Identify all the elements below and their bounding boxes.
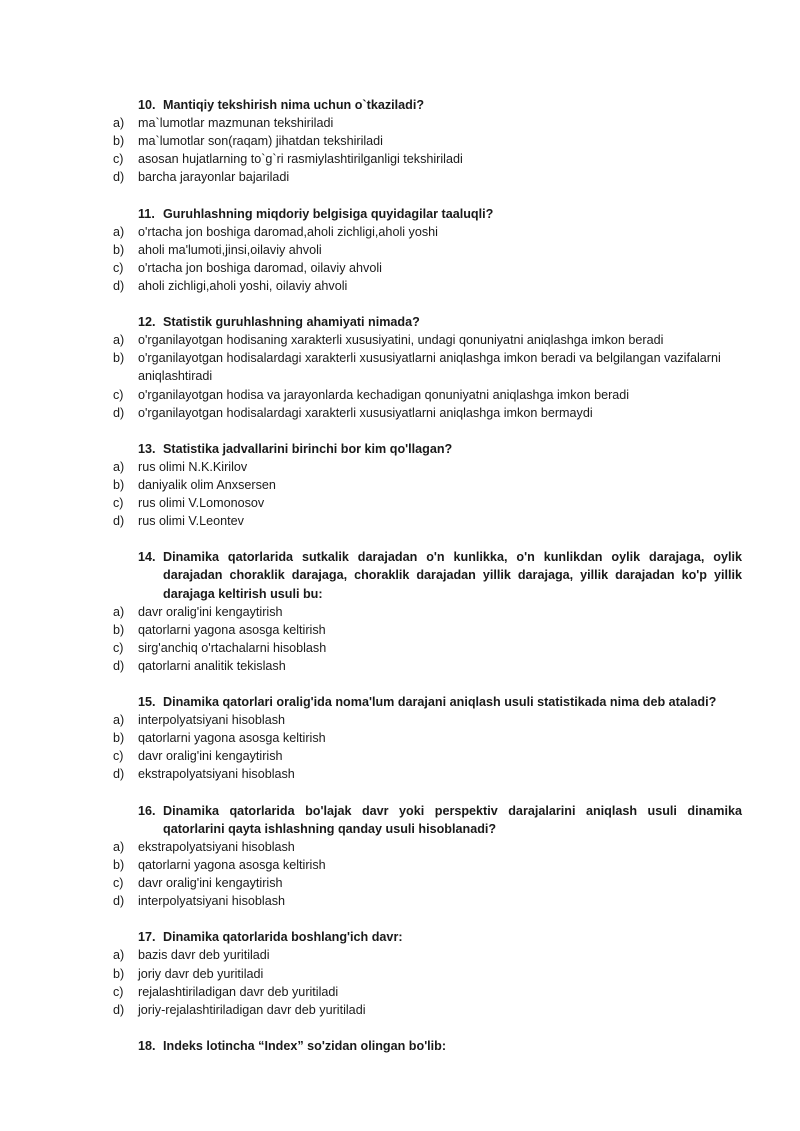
option-item xyxy=(113,983,742,1001)
option-item xyxy=(113,259,742,277)
option-letter: a) xyxy=(113,116,125,131)
option-text: rejalashtiriladigan davr deb yuritiladi xyxy=(138,984,339,999)
option-item xyxy=(113,657,742,675)
question-heading xyxy=(138,1037,742,1055)
option-letter: d) xyxy=(113,894,125,909)
option-item xyxy=(113,729,742,747)
option-item xyxy=(113,132,742,150)
option-letter: d) xyxy=(113,278,125,293)
option-item xyxy=(113,404,742,422)
option-letter: a) xyxy=(113,713,125,728)
option-letter: c) xyxy=(113,387,124,402)
question-heading xyxy=(138,313,742,331)
option-letter: c) xyxy=(113,876,124,891)
option-text: rus olimi N.K.Kirilov xyxy=(138,459,248,474)
option-letter: d) xyxy=(113,767,125,782)
option-item xyxy=(113,114,742,132)
question-heading xyxy=(138,440,742,458)
question-text: Dinamika qatorlarida bo'lajak davr yoki perspektiv darajalarini aniqlash usuli dinamika qatorlarini qayta ishlashning qanday usuli hisoblanadi? xyxy=(163,803,742,836)
option-item xyxy=(113,476,742,494)
option-letter: a) xyxy=(113,459,125,474)
option-item xyxy=(113,494,742,512)
option-letter: c) xyxy=(113,260,124,275)
option-letter: b) xyxy=(113,966,125,981)
option-item xyxy=(113,874,742,892)
option-text: ma`lumotlar mazmunan tekshiriladi xyxy=(138,116,334,131)
option-text: qatorlarni yagona asosga keltirish xyxy=(138,857,326,872)
option-list xyxy=(113,331,742,421)
option-letter: d) xyxy=(113,514,125,529)
option-item xyxy=(113,458,742,476)
question-heading xyxy=(138,928,742,946)
question-number: 11. xyxy=(138,206,155,221)
option-text: rus olimi V.Leontev xyxy=(138,514,244,529)
option-item xyxy=(113,349,742,385)
option-letter: b) xyxy=(113,622,125,637)
option-letter: c) xyxy=(113,749,124,764)
option-text: davr oralig'ini kengaytirish xyxy=(138,749,283,764)
option-item xyxy=(113,223,742,241)
option-text: o'rganilayotgan hodisalardagi xarakterli xususiyatlarni aniqlashga imkon beradi va belgilangan vazifalarni aniqlashtiradi xyxy=(138,351,721,384)
option-text: rus olimi V.Lomonosov xyxy=(138,496,265,511)
option-text: aholi zichligi,aholi yoshi, oilaviy ahvoli xyxy=(138,278,348,293)
option-text: ma`lumotlar son(raqam) jihatdan tekshiriladi xyxy=(138,134,383,149)
option-text: o'rtacha jon boshiga daromad, oilaviy ahvoli xyxy=(138,260,382,275)
option-text: joriy davr deb yuritiladi xyxy=(138,966,264,981)
option-text: o'rtacha jon boshiga daromad,aholi zichligi,aholi yoshi xyxy=(138,224,438,239)
option-text: ekstrapolyatsiyani hisoblash xyxy=(138,767,295,782)
option-text: qatorlarni analitik tekislash xyxy=(138,658,286,673)
option-letter: a) xyxy=(113,224,125,239)
question-text: Dinamika qatorlari oralig'ida noma'lum darajani aniqlash usuli statistikada nima deb ataladi? xyxy=(163,695,717,710)
question xyxy=(113,440,742,530)
question-number: 15. xyxy=(138,695,156,710)
option-item xyxy=(113,856,742,874)
option-text: qatorlarni yagona asosga keltirish xyxy=(138,622,326,637)
question-heading xyxy=(138,96,742,114)
option-list xyxy=(113,223,742,295)
option-list xyxy=(113,603,742,675)
question-text: Statistik guruhlashning ahamiyati nimada? xyxy=(163,315,420,330)
question-text: Guruhlashning miqdoriy belgisiga quyidagilar taaluqli? xyxy=(163,206,494,221)
option-item xyxy=(113,241,742,259)
option-text: qatorlarni yagona asosga keltirish xyxy=(138,731,326,746)
question xyxy=(113,928,742,1018)
question-number: 18. xyxy=(138,1038,156,1053)
option-item xyxy=(113,603,742,621)
option-text: o'rganilayotgan hodisaning xarakterli xususiyatini, undagi qonuniyatni aniqlashga imkon beradi xyxy=(138,333,664,348)
option-text: o'rganilayotgan hodisalardagi xarakterli xususiyatlarni aniqlashga imkon bermaydi xyxy=(138,405,593,420)
question xyxy=(113,313,742,422)
option-letter: c) xyxy=(113,640,124,655)
option-letter: b) xyxy=(113,351,125,366)
option-letter: b) xyxy=(113,477,125,492)
question xyxy=(113,548,742,675)
option-item xyxy=(113,838,742,856)
option-letter: d) xyxy=(113,1002,125,1017)
option-item xyxy=(113,892,742,910)
option-item xyxy=(113,965,742,983)
question-text: Dinamika qatorlarida sutkalik darajadan o'n kunlikka, o'n kunlikdan oylik darajaga, oylik darajadan choraklik darajaga, choraklik darajadan yillik darajaga, yillik darajadan ko'p yillik darajaga keltirish usuli bu: xyxy=(163,550,742,601)
question-heading xyxy=(138,548,742,602)
option-text: o'rganilayotgan hodisa va jarayonlarda kechadigan qonuniyatni aniqlashga imkon beradi xyxy=(138,387,630,402)
option-text: ekstrapolyatsiyani hisoblash xyxy=(138,839,295,854)
option-text: daniyalik olim Anxsersen xyxy=(138,477,276,492)
option-text: bazis davr deb yuritiladi xyxy=(138,948,270,963)
option-item xyxy=(113,331,742,349)
option-list xyxy=(113,711,742,783)
option-item xyxy=(113,277,742,295)
option-list xyxy=(113,114,742,186)
option-item xyxy=(113,711,742,729)
option-letter: a) xyxy=(113,839,125,854)
option-item xyxy=(113,386,742,404)
option-letter: a) xyxy=(113,604,125,619)
option-letter: b) xyxy=(113,857,125,872)
option-item xyxy=(113,512,742,530)
question-text: Dinamika qatorlarida boshlang'ich davr: xyxy=(163,930,403,945)
option-letter: d) xyxy=(113,658,125,673)
question-number: 10. xyxy=(138,98,156,112)
option-text: barcha jarayonlar bajariladi xyxy=(138,170,290,185)
option-item xyxy=(113,639,742,657)
option-letter: b) xyxy=(113,134,125,149)
option-item xyxy=(113,747,742,765)
option-text: sirg'anchiq o'rtachalarni hisoblash xyxy=(138,640,327,655)
option-item xyxy=(113,150,742,168)
option-list xyxy=(113,458,742,530)
option-item xyxy=(113,946,742,964)
question-number: 14. xyxy=(138,550,156,565)
option-item xyxy=(113,168,742,186)
question xyxy=(113,802,742,911)
option-letter: a) xyxy=(113,333,125,348)
question-heading xyxy=(138,693,742,711)
option-item xyxy=(113,765,742,783)
question-text: Mantiqiy tekshirish nima uchun o`tkaziladi? xyxy=(163,98,425,112)
option-letter: c) xyxy=(113,984,124,999)
question xyxy=(113,96,742,186)
option-letter: b) xyxy=(113,242,125,257)
option-text: asosan hujatlarning to`g`ri rasmiylashtirilganligi tekshiriladi xyxy=(138,152,463,167)
option-list xyxy=(113,838,742,910)
option-text: joriy-rejalashtiriladigan davr deb yuritiladi xyxy=(138,1002,366,1017)
option-letter: c) xyxy=(113,152,124,167)
question-list xyxy=(113,96,742,1055)
option-item xyxy=(113,1001,742,1019)
question xyxy=(138,1037,742,1055)
option-letter: d) xyxy=(113,170,125,185)
option-text: interpolyatsiyani hisoblash xyxy=(138,713,286,728)
question-number: 12. xyxy=(138,315,156,330)
option-letter: b) xyxy=(113,731,125,746)
option-text: davr oralig'ini kengaytirish xyxy=(138,876,283,891)
option-letter: d) xyxy=(113,405,125,420)
question-number: 17. xyxy=(138,930,156,945)
option-text: aholi ma'lumoti,jinsi,oilaviy ahvoli xyxy=(138,242,322,257)
option-letter: a) xyxy=(113,948,125,963)
question xyxy=(113,693,742,783)
question-text: Statistika jadvallarini birinchi bor kim qo'llagan? xyxy=(163,441,453,456)
option-text: davr oralig'ini kengaytirish xyxy=(138,604,283,619)
question-text: Indeks lotincha “Index” so'zidan olingan bo'lib: xyxy=(163,1038,447,1053)
question-number: 13. xyxy=(138,441,156,456)
question-heading xyxy=(138,802,742,838)
option-text: interpolyatsiyani hisoblash xyxy=(138,894,286,909)
option-item xyxy=(113,621,742,639)
option-list xyxy=(113,946,742,1018)
option-letter: c) xyxy=(113,496,124,511)
question xyxy=(113,205,742,295)
question-heading xyxy=(138,205,742,223)
question-number: 16. xyxy=(138,803,156,818)
